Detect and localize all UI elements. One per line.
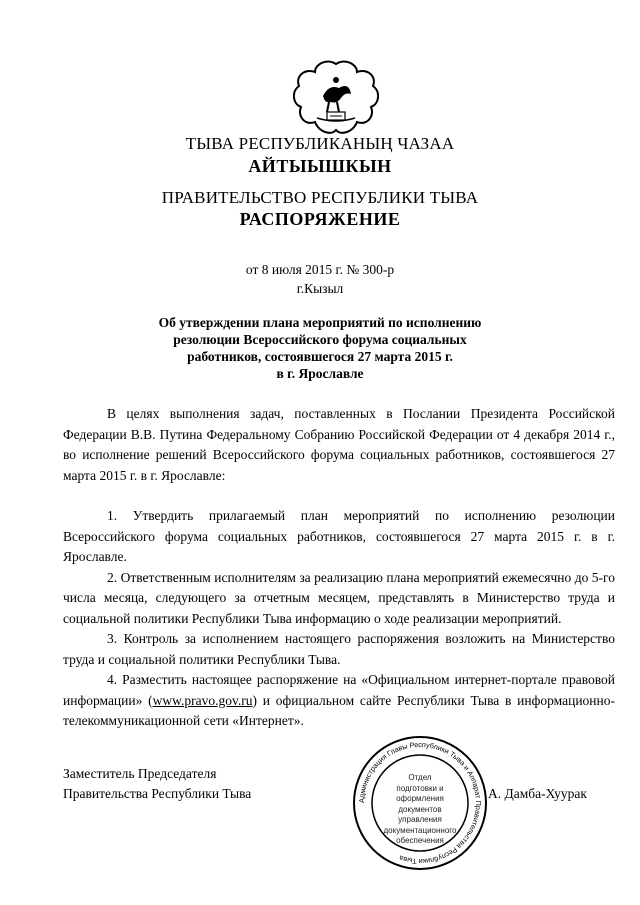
signatory-name: А. Дамба-Хуурак: [488, 786, 587, 801]
order-items: [63, 506, 615, 732]
pravo-gov-link[interactable]: www.pravo.gov.ru: [152, 692, 253, 708]
header-russian-government: ПРАВИТЕЛЬСТВО РЕСПУБЛИКИ ТЫВА: [161, 188, 479, 207]
document-title: [0, 314, 640, 382]
document-title-line: в г. Ярославле: [276, 366, 364, 381]
stamp-inner-text: [378, 773, 462, 847]
signatory-position-line: Правительства Республики Тыва: [63, 786, 252, 801]
preamble-paragraph: [63, 404, 615, 486]
document-title-line: резолюции Всероссийского форума социальных: [173, 332, 467, 347]
header-tuvan-document-type: АЙТЫЫШКЫН: [248, 156, 392, 176]
stamp-line: Отдел: [408, 773, 432, 782]
tuva-coat-of-arms-icon: [293, 60, 379, 138]
header-tuvan-government: ТЫВА РЕСПУБЛИКАНЫҢ ЧАЗАА: [185, 134, 455, 153]
stamp-line: документационного: [383, 825, 457, 835]
stamp-ring-text: Администрация Главы Республики Тыва и Аппарат Правительства Республики Тыва: [356, 739, 484, 867]
document-title-line: Об утверждении плана мероприятий по исполнению: [158, 315, 482, 330]
document-date-number: от 8 июля 2015 г. № 300-р: [245, 262, 395, 277]
signatory-position: [63, 764, 251, 804]
order-item-4-text-start: 4. Разместить настоящее распоряжение на «Официальном интернет-портале правовой информации» (: [63, 672, 615, 708]
document-city: г.Кызыл: [296, 281, 344, 296]
document-title-line: работников, состоявшегося 27 марта 2015 г.: [187, 349, 453, 364]
stamp-line: подготовки и: [396, 783, 444, 793]
preamble-text: В целях выполнения задач, поставленных в Послании Президента Российской Федерации В.В. Путина Федеральному Собранию Российской Федерации от 4 декабря 2014 г., во исполнение решений Всероссийского форума социальных работников, состоявшегося 27 марта 2015 г. в г. Ярославле:: [63, 406, 615, 483]
stamp-line: управления: [398, 815, 442, 824]
header-russian-document-type: РАСПОРЯЖЕНИЕ: [239, 209, 401, 229]
order-item-4: [63, 670, 615, 732]
signatory-position-line: Заместитель Председателя: [63, 766, 217, 781]
order-item-2: 2. Ответственным исполнителям за реализацию плана мероприятий ежемесячно до 5-го числа месяца, следующего за отчетным месяцем, представлять в Министерство труда и социальной политики Республики Тыва информацию о ходе реализации мероприятий.: [63, 569, 615, 626]
order-item-1: 1. Утвердить прилагаемый план мероприятий по исполнению резолюции Всероссийского форума социальных работников, состоявшегося 27 марта 2015 г. в г. Ярославле.: [63, 508, 615, 564]
order-item-3: 3. Контроль за исполнением настоящего распоряжения возложить на Министерство труда и социальной политики Республики Тыва.: [63, 631, 615, 667]
order-item-4-text-end: ) и официальном сайте Республики Тыва в информационно-телекоммуникационной сети «Интернет».: [63, 692, 615, 728]
stamp-line: оформления документов: [396, 794, 444, 814]
stamp-line: обеспечения: [396, 836, 444, 845]
